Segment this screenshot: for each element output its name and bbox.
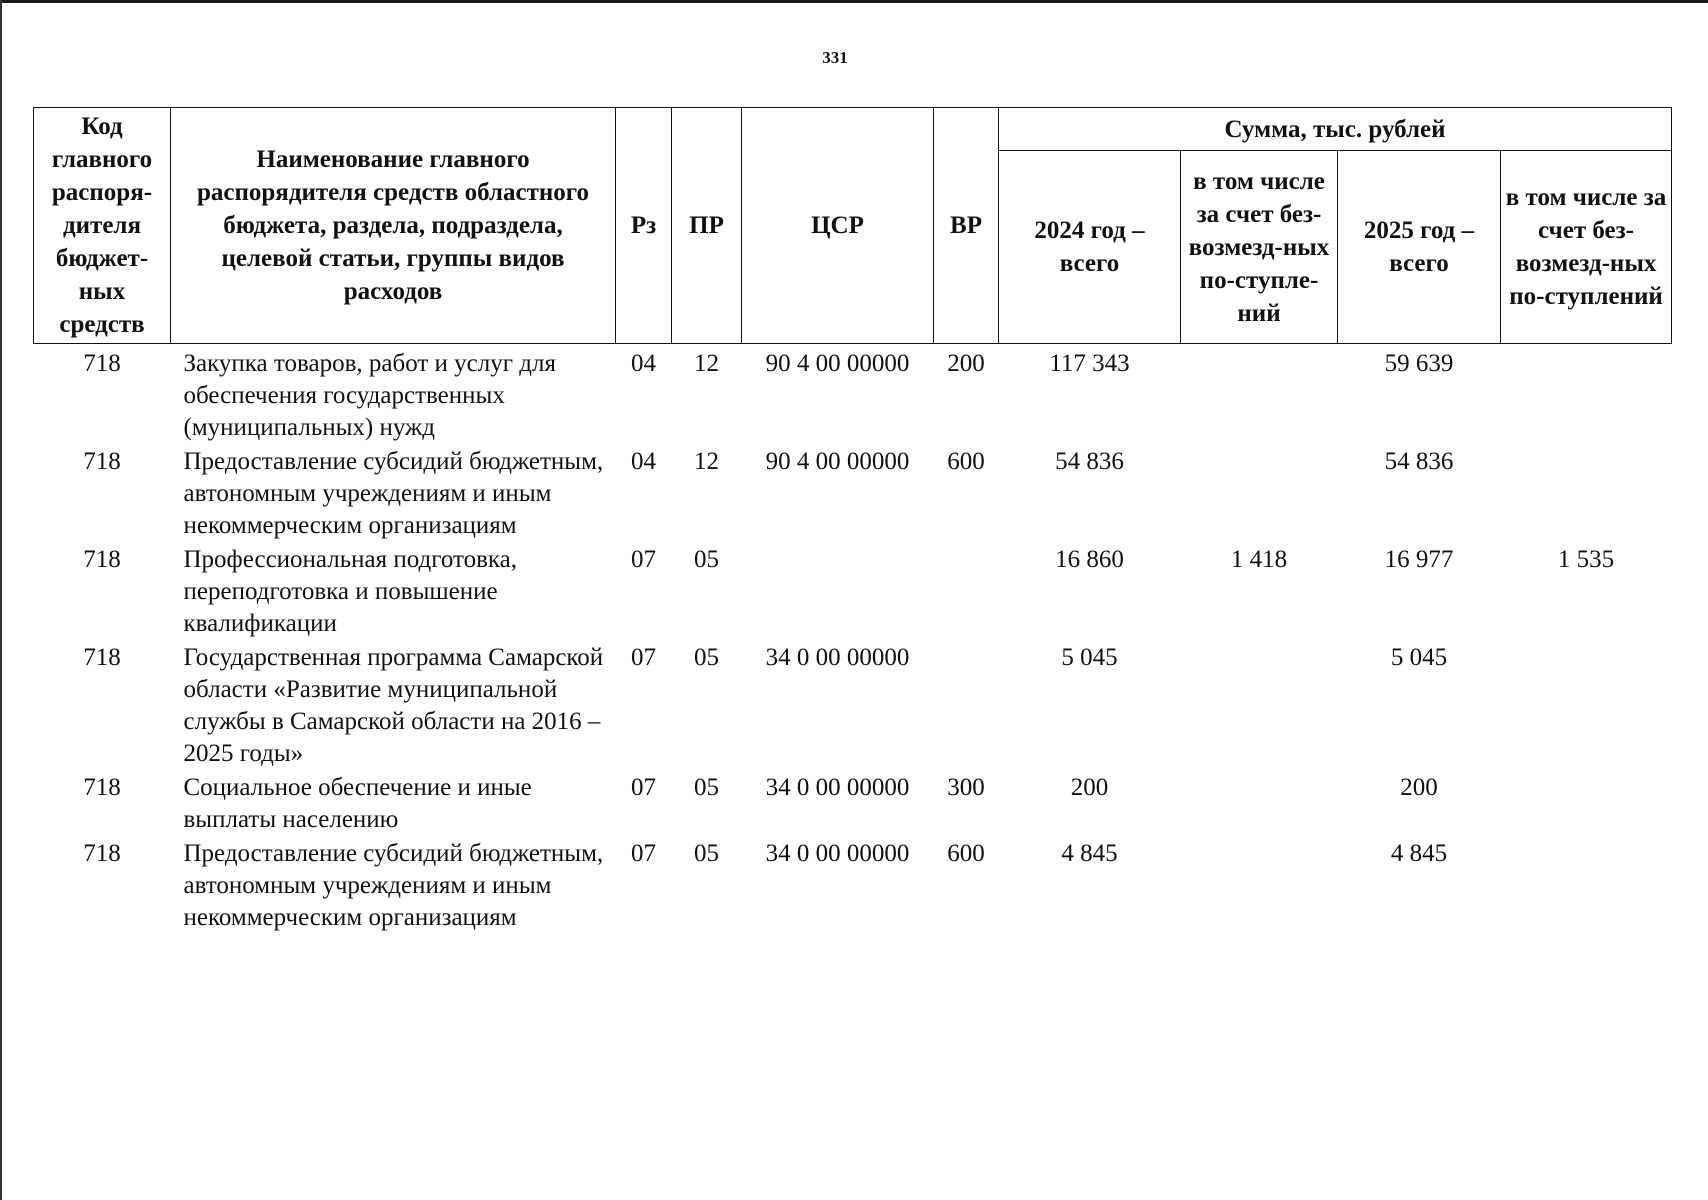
- cell-name: Профессиональная подготовка, переподготовка и повышение квалификации: [183, 546, 518, 637]
- header-row-top: [34, 108, 1672, 151]
- cell-vr: 300: [947, 774, 985, 801]
- cell-vr: 600: [947, 448, 985, 475]
- cell-vr: [934, 640, 999, 770]
- cell-2024-total: 54 836: [1055, 448, 1124, 475]
- cell-vr: 200: [947, 350, 985, 377]
- cell-code: 718: [83, 644, 121, 671]
- cell-rz: 04: [631, 448, 656, 475]
- cell-2025-grants: [1501, 444, 1672, 542]
- cell-2024-grants: [1181, 640, 1338, 770]
- cell-pr: 12: [694, 350, 719, 377]
- cell-code: 718: [83, 350, 121, 377]
- cell-2025-grants: [1501, 770, 1672, 836]
- cell-2025-grants: [1501, 836, 1672, 934]
- cell-rz: 07: [631, 774, 656, 801]
- cell-2024-total: 5 045: [1061, 644, 1118, 671]
- cell-csr: 34 0 00 00000: [765, 840, 910, 867]
- cell-csr: 90 4 00 00000: [765, 350, 910, 377]
- page-number: 331: [822, 48, 848, 67]
- cell-2024-total: 117 343: [1049, 350, 1130, 377]
- header-code: Код главного распоря-дителя бюджет-ных средств: [34, 108, 171, 344]
- header-vr: ВР: [934, 108, 999, 344]
- cell-2025-total: 59 639: [1384, 350, 1454, 377]
- cell-2025-total: 4 845: [1390, 840, 1448, 867]
- cell-2024-total: 4 845: [1061, 840, 1118, 867]
- cell-rz: 07: [631, 546, 656, 573]
- table-row: [34, 640, 1672, 770]
- cell-csr: 34 0 00 00000: [765, 644, 910, 671]
- cell-pr: 12: [694, 448, 719, 475]
- header-2025-grants: в том числе за счет без-возмезд-ных по-ступлений: [1501, 151, 1672, 344]
- cell-2024-grants: [1181, 836, 1338, 934]
- cell-2025-total: 5 045: [1390, 644, 1448, 671]
- header-name: Наименование главного распорядителя средств областного бюджета, раздела, подраздела, целевой статьи, группы видов расходов: [171, 108, 616, 344]
- cell-2024-grants: [1181, 444, 1338, 542]
- cell-name: Социальное обеспечение и иные выплаты населению: [183, 774, 532, 833]
- cell-code: 718: [83, 448, 121, 475]
- header-pr: ПР: [672, 108, 742, 344]
- cell-vr: 600: [947, 840, 985, 867]
- cell-2024-grants: [1181, 344, 1338, 445]
- cell-code: 718: [83, 840, 121, 867]
- cell-2025-total: 54 836: [1384, 448, 1454, 475]
- table-row: [34, 444, 1672, 542]
- header-2025-total: 2025 год – всего: [1338, 151, 1501, 344]
- cell-code: 718: [83, 546, 121, 573]
- header-2024-grants: в том числе за счет без-возмезд-ных по-ступле-ний: [1181, 151, 1338, 344]
- budget-table: [33, 107, 1672, 934]
- header-csr: ЦСР: [742, 108, 934, 344]
- table-row: [34, 344, 1672, 445]
- cell-pr: 05: [694, 774, 719, 801]
- cell-csr: 34 0 00 00000: [765, 774, 910, 801]
- cell-2025-grants: [1501, 640, 1672, 770]
- header-2024-total: 2024 год – всего: [999, 151, 1181, 344]
- cell-rz: 07: [631, 840, 656, 867]
- cell-2024-total: 16 860: [1055, 546, 1124, 573]
- cell-csr: 90 4 00 00000: [765, 448, 910, 475]
- cell-rz: 07: [631, 644, 656, 671]
- cell-name: Государственная программа Самарской области «Развитие муниципальной службы в Самарской области на 2016 – 2025 годы»: [183, 644, 604, 767]
- scan-edge-left: [0, 0, 2, 1200]
- header-sum-group: Сумма, тыс. рублей: [999, 108, 1672, 151]
- cell-vr: [934, 542, 999, 640]
- cell-pr: 05: [694, 644, 719, 671]
- cell-2025-grants: 1 535: [1557, 546, 1615, 573]
- cell-2025-total: 200: [1400, 774, 1438, 801]
- cell-csr: [742, 542, 934, 640]
- cell-pr: 05: [694, 546, 719, 573]
- cell-rz: 04: [631, 350, 656, 377]
- scan-edge-top: [0, 0, 1708, 3]
- cell-2024-grants: 1 418: [1230, 546, 1288, 573]
- cell-2024-grants: [1181, 770, 1338, 836]
- cell-2024-total: 200: [1070, 774, 1109, 801]
- cell-2025-total: 16 977: [1384, 546, 1454, 573]
- cell-name: Предоставление субсидий бюджетным, автономным учреждениям и иным некоммерческим организациям: [183, 448, 604, 539]
- header-rz: Рз: [616, 108, 672, 344]
- table-row: [34, 836, 1672, 934]
- cell-code: 718: [83, 774, 121, 801]
- cell-pr: 05: [694, 840, 719, 867]
- cell-name: Закупка товаров, работ и услуг для обеспечения государственных (муниципальных) нужд: [183, 350, 556, 441]
- table-row: [34, 770, 1672, 836]
- cell-name: Предоставление субсидий бюджетным, автономным учреждениям и иным некоммерческим организациям: [183, 840, 604, 931]
- table-row: [34, 542, 1672, 640]
- cell-2025-grants: [1501, 344, 1672, 445]
